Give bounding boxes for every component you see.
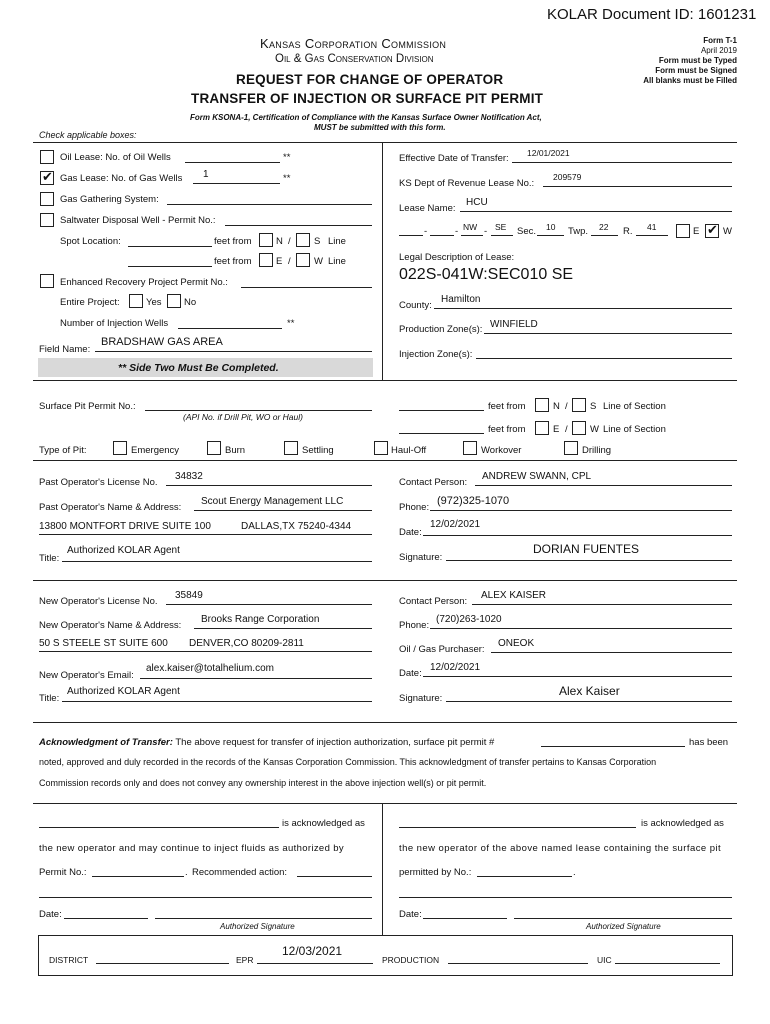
ack-text-3: Commission records only and does not convey any ownership interest in the above injection well(s) or pit permit. [39, 778, 487, 788]
pit-s-checkbox[interactable] [572, 398, 586, 412]
sec-label: Sec. [517, 226, 537, 237]
recommended-action-line-2[interactable] [39, 897, 372, 898]
pit-ew-feet-from: feet from [488, 424, 526, 435]
pit-drilling-label: Drilling [582, 445, 612, 456]
new-signature-label: Signature: [399, 693, 443, 704]
ack-text-1-end: has been [689, 737, 729, 748]
production-line[interactable] [448, 963, 588, 964]
side-two-text: ** Side Two Must Be Completed. [118, 362, 279, 374]
range-w-label: W [723, 226, 732, 237]
range-w-checkmark-icon: ✔ [707, 222, 718, 237]
spot-ns-feet-line[interactable] [128, 246, 212, 247]
ack-section-divider [33, 803, 737, 804]
permitted-by-label: permitted by No.: [399, 867, 472, 878]
recommended-action-label: Recommended action: [192, 867, 288, 878]
past-date-value: 12/02/2021 [430, 519, 481, 530]
new-name-value: Brooks Range Corporation [201, 614, 320, 625]
pit-ew-line-of-section: Line of Section [603, 424, 666, 435]
slash: / [565, 424, 568, 435]
ks-dept-label: KS Dept of Revenue Lease No.: [399, 178, 535, 189]
uic-line[interactable] [615, 963, 720, 964]
range-e-label: E [693, 226, 700, 237]
inj-zone-label: Injection Zone(s): [399, 349, 473, 360]
past-title-value: Authorized KOLAR Agent [67, 545, 180, 556]
pit-n-checkbox[interactable] [535, 398, 549, 412]
spot-s-checkbox[interactable] [296, 233, 310, 247]
pit-hauloff-checkbox[interactable] [374, 441, 388, 455]
pit-emergency-checkbox[interactable] [113, 441, 127, 455]
injection-wells-label: Number of Injection Wells [60, 318, 169, 329]
new-signature-value: Alex Kaiser [559, 684, 620, 698]
pit-emergency-label: Emergency [131, 445, 180, 456]
pit-s-label: S [590, 401, 597, 412]
slash: / [288, 236, 291, 247]
gas-wells-stars: ** [283, 173, 291, 184]
injection-wells-stars: ** [287, 318, 295, 329]
left-date-label: Date: [39, 909, 62, 920]
swd-permit-line[interactable] [225, 225, 372, 226]
spot-ns-line-label: Line [328, 236, 346, 247]
ack-text-1: The above request for transfer of injection authorization, surface pit permit # [175, 737, 495, 748]
form-title-line-1: REQUEST FOR CHANGE OF OPERATOR [236, 72, 504, 87]
epr-line[interactable] [257, 963, 373, 964]
gas-gathering-checkbox[interactable] [40, 192, 54, 206]
past-name-address-label: Past Operator's Name & Address: [39, 502, 182, 513]
county-line[interactable] [434, 308, 732, 309]
left-permit-no-line[interactable] [92, 876, 184, 877]
new-name-address-label: New Operator's Name & Address: [39, 620, 182, 631]
swd-checkbox[interactable] [40, 213, 54, 227]
new-date-value: 12/02/2021 [430, 662, 481, 673]
effective-date-line[interactable] [512, 162, 732, 163]
right-blank-line[interactable] [399, 897, 732, 898]
pit-settling-label: Settling [302, 445, 334, 456]
pit-workover-label: Workover [481, 445, 522, 456]
past-phone-line[interactable] [430, 510, 732, 511]
gas-gathering-label: Gas Gathering System: [60, 194, 159, 205]
pit-ns-feet-from: feet from [488, 401, 526, 412]
gas-wells-line[interactable] [193, 183, 280, 184]
past-address-2: DALLAS,TX 75240-4344 [241, 521, 352, 532]
pit-e-label: E [553, 424, 560, 435]
twp-line[interactable] [591, 235, 618, 236]
pit-workover-checkbox[interactable] [463, 441, 477, 455]
past-phone-value: (972)325-1070 [437, 495, 510, 507]
pit-section-divider [33, 460, 737, 461]
spot-s-label: S [314, 236, 321, 247]
qtr-line-2[interactable] [430, 235, 454, 236]
ack-column-divider [382, 803, 383, 935]
legal-desc-label: Legal Description of Lease: [399, 252, 515, 263]
pit-ew-feet-line[interactable] [399, 433, 484, 434]
document-id: KOLAR Document ID: 1601231 [547, 6, 757, 23]
county-value: Hamilton [441, 294, 481, 305]
new-date-label: Date: [399, 668, 422, 679]
dash: - [455, 226, 459, 237]
ack-lead: Acknowledgment of Transfer: [39, 737, 173, 748]
pit-permit-line[interactable] [145, 410, 372, 411]
past-signature-label: Signature: [399, 552, 443, 563]
right-authorized-signature: Authorized Signature [586, 922, 661, 931]
entire-project-yes-label: Yes [146, 297, 162, 308]
past-section-divider [33, 580, 737, 581]
production-label: PRODUCTION [382, 955, 440, 965]
pit-drilling-checkbox[interactable] [564, 441, 578, 455]
oil-lease-label: Oil Lease: No. of Oil Wells [60, 152, 171, 163]
swd-label: Saltwater Disposal Well - Permit No.: [60, 215, 216, 226]
lease-name-label: Lease Name: [399, 203, 456, 214]
oil-wells-stars: ** [283, 152, 291, 163]
spot-n-label: N [276, 236, 283, 247]
new-title-label: Title: [39, 693, 60, 704]
pit-settling-checkbox[interactable] [284, 441, 298, 455]
pit-burn-label: Burn [225, 445, 246, 456]
gas-lease-label: Gas Lease: No. of Gas Wells [60, 173, 183, 184]
left-permit-no-label: Permit No.: [39, 867, 87, 878]
form-note-typed: Form must be Typed [658, 56, 737, 65]
spot-w-checkbox[interactable] [296, 253, 310, 267]
entire-project-label: Entire Project: [60, 297, 120, 308]
legal-desc-value: 022S-041W:SEC010 SE [399, 266, 574, 283]
pit-e-checkbox[interactable] [535, 421, 549, 435]
spot-w-label: W [314, 256, 323, 267]
left-ack-name-line[interactable] [39, 827, 279, 828]
prod-zone-line[interactable] [484, 333, 732, 334]
past-name-line[interactable] [194, 510, 372, 511]
past-contact-line[interactable] [475, 485, 732, 486]
past-address-line[interactable] [39, 534, 372, 535]
entire-project-yes-checkbox[interactable] [129, 294, 143, 308]
past-name-value: Scout Energy Management LLC [201, 496, 344, 507]
type-of-pit-label: Type of Pit: [39, 445, 87, 456]
pit-burn-checkbox[interactable] [207, 441, 221, 455]
gas-gathering-line[interactable] [167, 204, 372, 205]
pit-ns-line-of-section: Line of Section [603, 401, 666, 412]
new-contact-value: ALEX KAISER [481, 590, 547, 601]
slash: / [565, 401, 568, 412]
range-label: R. [623, 226, 633, 237]
oil-lease-checkbox[interactable] [40, 150, 54, 164]
permitted-by-line[interactable] [477, 876, 572, 877]
entire-project-no-checkbox[interactable] [167, 294, 181, 308]
prod-zone-label: Production Zone(s): [399, 324, 483, 335]
agency-name: Kansas Corporation Commission [260, 36, 447, 51]
pit-n-label: N [553, 401, 560, 412]
district-label: DISTRICT [49, 955, 89, 965]
pit-w-checkbox[interactable] [572, 421, 586, 435]
period: . [185, 867, 188, 878]
eor-checkbox[interactable] [40, 274, 54, 288]
sec-line[interactable] [537, 235, 564, 236]
ack-text-2: noted, approved and duly recorded in the records of the Kansas Corporation Commission. This acknowledgment of transfer pertains to Kansas Corporation [39, 757, 657, 767]
injection-wells-line[interactable] [178, 328, 282, 329]
past-signature-line[interactable] [446, 560, 732, 561]
effective-date-label: Effective Date of Transfer: [399, 153, 509, 164]
new-license-label: New Operator's License No. [39, 596, 158, 607]
spot-e-checkbox[interactable] [259, 253, 273, 267]
qtr-value-2: SE [495, 222, 507, 232]
new-phone-value: (720)263-1020 [436, 614, 502, 625]
new-email-label: New Operator's Email: [39, 670, 134, 681]
epr-label: EPR [236, 955, 254, 965]
past-date-line[interactable] [423, 535, 732, 536]
district-line[interactable] [96, 963, 229, 964]
new-title-line[interactable] [62, 701, 372, 702]
recommended-action-line[interactable] [297, 876, 372, 877]
past-contact-value: ANDREW SWANN, CPL [482, 471, 592, 482]
spot-ew-feet-line[interactable] [128, 266, 212, 267]
check-boxes-label: Check applicable boxes: [39, 130, 137, 140]
right-new-operator-text: the new operator of the above named lease containing the surface pit [399, 843, 722, 854]
new-address-1: 50 S STEELE ST SUITE 600 [39, 638, 168, 649]
new-signature-line[interactable] [446, 701, 732, 702]
form-title-line-2: TRANSFER OF INJECTION OR SURFACE PIT PERMIT [191, 91, 544, 106]
api-note: (API No. if Drill Pit, WO or Haul) [183, 412, 303, 422]
past-date-label: Date: [399, 527, 422, 538]
past-license-label: Past Operator's License No. [39, 477, 158, 488]
slash: / [288, 256, 291, 267]
new-name-line[interactable] [194, 628, 372, 629]
qtr-line-4[interactable] [491, 235, 513, 236]
spot-ns-feet-from: feet from [214, 236, 252, 247]
inj-zone-line[interactable] [476, 358, 732, 359]
period: . [573, 867, 576, 878]
past-signature-value: DORIAN FUENTES [533, 542, 640, 556]
past-license-line[interactable] [166, 485, 372, 486]
division-name: Oil & Gas Conservation Division [275, 53, 434, 65]
right-date-label: Date: [399, 909, 422, 920]
past-title-line[interactable] [62, 561, 372, 562]
new-date-line[interactable] [423, 676, 732, 677]
new-section-divider [33, 722, 737, 723]
past-phone-label: Phone: [399, 502, 430, 513]
eor-permit-line[interactable] [241, 287, 372, 288]
left-signature-line[interactable] [155, 918, 372, 919]
dash: - [484, 226, 488, 237]
left-is-acknowledged: is acknowledged as [282, 818, 365, 829]
new-email-value: alex.kaiser@totalhelium.com [146, 663, 274, 674]
field-name-line[interactable] [95, 351, 372, 352]
new-phone-label: Phone: [399, 620, 430, 631]
qtr-value-1: NW [463, 222, 478, 232]
ack-surface-pit-permit-line[interactable] [541, 746, 685, 747]
range-e-checkbox[interactable] [676, 224, 690, 238]
past-contact-label: Contact Person: [399, 477, 468, 488]
right-is-acknowledged: is acknowledged as [641, 818, 724, 829]
gas-lease-checkmark-icon: ✔ [42, 169, 53, 184]
new-contact-line[interactable] [472, 604, 732, 605]
field-name-value: BRADSHAW GAS AREA [101, 336, 223, 348]
right-ack-name-line[interactable] [399, 827, 636, 828]
sec-value: 10 [546, 222, 556, 232]
spot-n-checkbox[interactable] [259, 233, 273, 247]
dash: - [424, 226, 428, 237]
spot-ew-feet-from: feet from [214, 256, 252, 267]
field-name-label: Field Name: [39, 344, 91, 355]
prod-zone-value: WINFIELD [490, 319, 538, 330]
qtr-line-1[interactable] [399, 235, 423, 236]
range-line[interactable] [636, 235, 668, 236]
form-note-filled: All blanks must be Filled [643, 76, 737, 85]
past-license-value: 34832 [175, 471, 203, 482]
new-contact-label: Contact Person: [399, 596, 468, 607]
epr-value: 12/03/2021 [282, 944, 343, 958]
main-box-top [33, 142, 737, 143]
new-email-line[interactable] [140, 678, 372, 679]
new-address-line[interactable] [39, 651, 372, 652]
effective-date-value: 12/01/2021 [527, 148, 570, 158]
new-license-value: 35849 [175, 590, 203, 601]
ks-dept-line[interactable] [543, 186, 732, 187]
ack-paragraph-line-1 [39, 737, 494, 748]
twp-value: 22 [599, 222, 609, 232]
pit-ns-feet-line[interactable] [399, 410, 484, 411]
form-number: Form T-1 [703, 36, 737, 45]
pit-permit-label: Surface Pit Permit No.: [39, 401, 136, 412]
column-divider [382, 142, 383, 380]
new-license-line[interactable] [166, 604, 372, 605]
form-note-signed: Form must be Signed [655, 66, 737, 75]
new-purchaser-value: ONEOK [498, 638, 535, 649]
twp-label: Twp. [568, 226, 589, 237]
entire-project-no-label: No [184, 297, 197, 308]
gas-wells-value: 1 [203, 169, 209, 180]
spot-ew-line-label: Line [328, 256, 346, 267]
main-box-bottom [33, 380, 737, 381]
form-date: April 2019 [700, 46, 737, 55]
ksona-note-1: Form KSONA-1, Certification of Compliance with the Kansas Surface Owner Notification Act, [190, 113, 542, 122]
spot-location-label: Spot Location: [60, 236, 121, 247]
pit-hauloff-label: Haul-Off [391, 445, 427, 456]
past-title-label: Title: [39, 553, 60, 564]
new-address-2: DENVER,CO 80209-2811 [189, 638, 304, 649]
spot-e-label: E [276, 256, 283, 267]
range-value: 41 [647, 222, 657, 232]
qtr-line-3[interactable] [461, 235, 483, 236]
new-phone-line[interactable] [430, 628, 732, 629]
left-authorized-signature: Authorized Signature [220, 922, 295, 931]
new-title-value: Authorized KOLAR Agent [67, 686, 180, 697]
ks-dept-value: 209579 [553, 172, 582, 182]
new-purchaser-label: Oil / Gas Purchaser: [399, 644, 485, 655]
left-date-line[interactable] [64, 918, 148, 919]
eor-label: Enhanced Recovery Project Permit No.: [60, 277, 228, 288]
oil-wells-line[interactable] [185, 162, 280, 163]
pit-w-label: W [590, 424, 599, 435]
lease-name-value: HCU [466, 197, 488, 208]
lease-name-line[interactable] [460, 211, 732, 212]
right-signature-line[interactable] [514, 918, 732, 919]
uic-label: UIC [597, 955, 612, 965]
ksona-note-2: MUST be submitted with this form. [314, 123, 446, 132]
left-new-operator-text: the new operator and may continue to inject fluids as authorized by [39, 843, 344, 854]
county-label: County: [399, 300, 432, 311]
right-date-line[interactable] [423, 918, 507, 919]
new-purchaser-line[interactable] [491, 652, 732, 653]
past-address-1: 13800 MONTFORT DRIVE SUITE 100 [39, 521, 211, 532]
